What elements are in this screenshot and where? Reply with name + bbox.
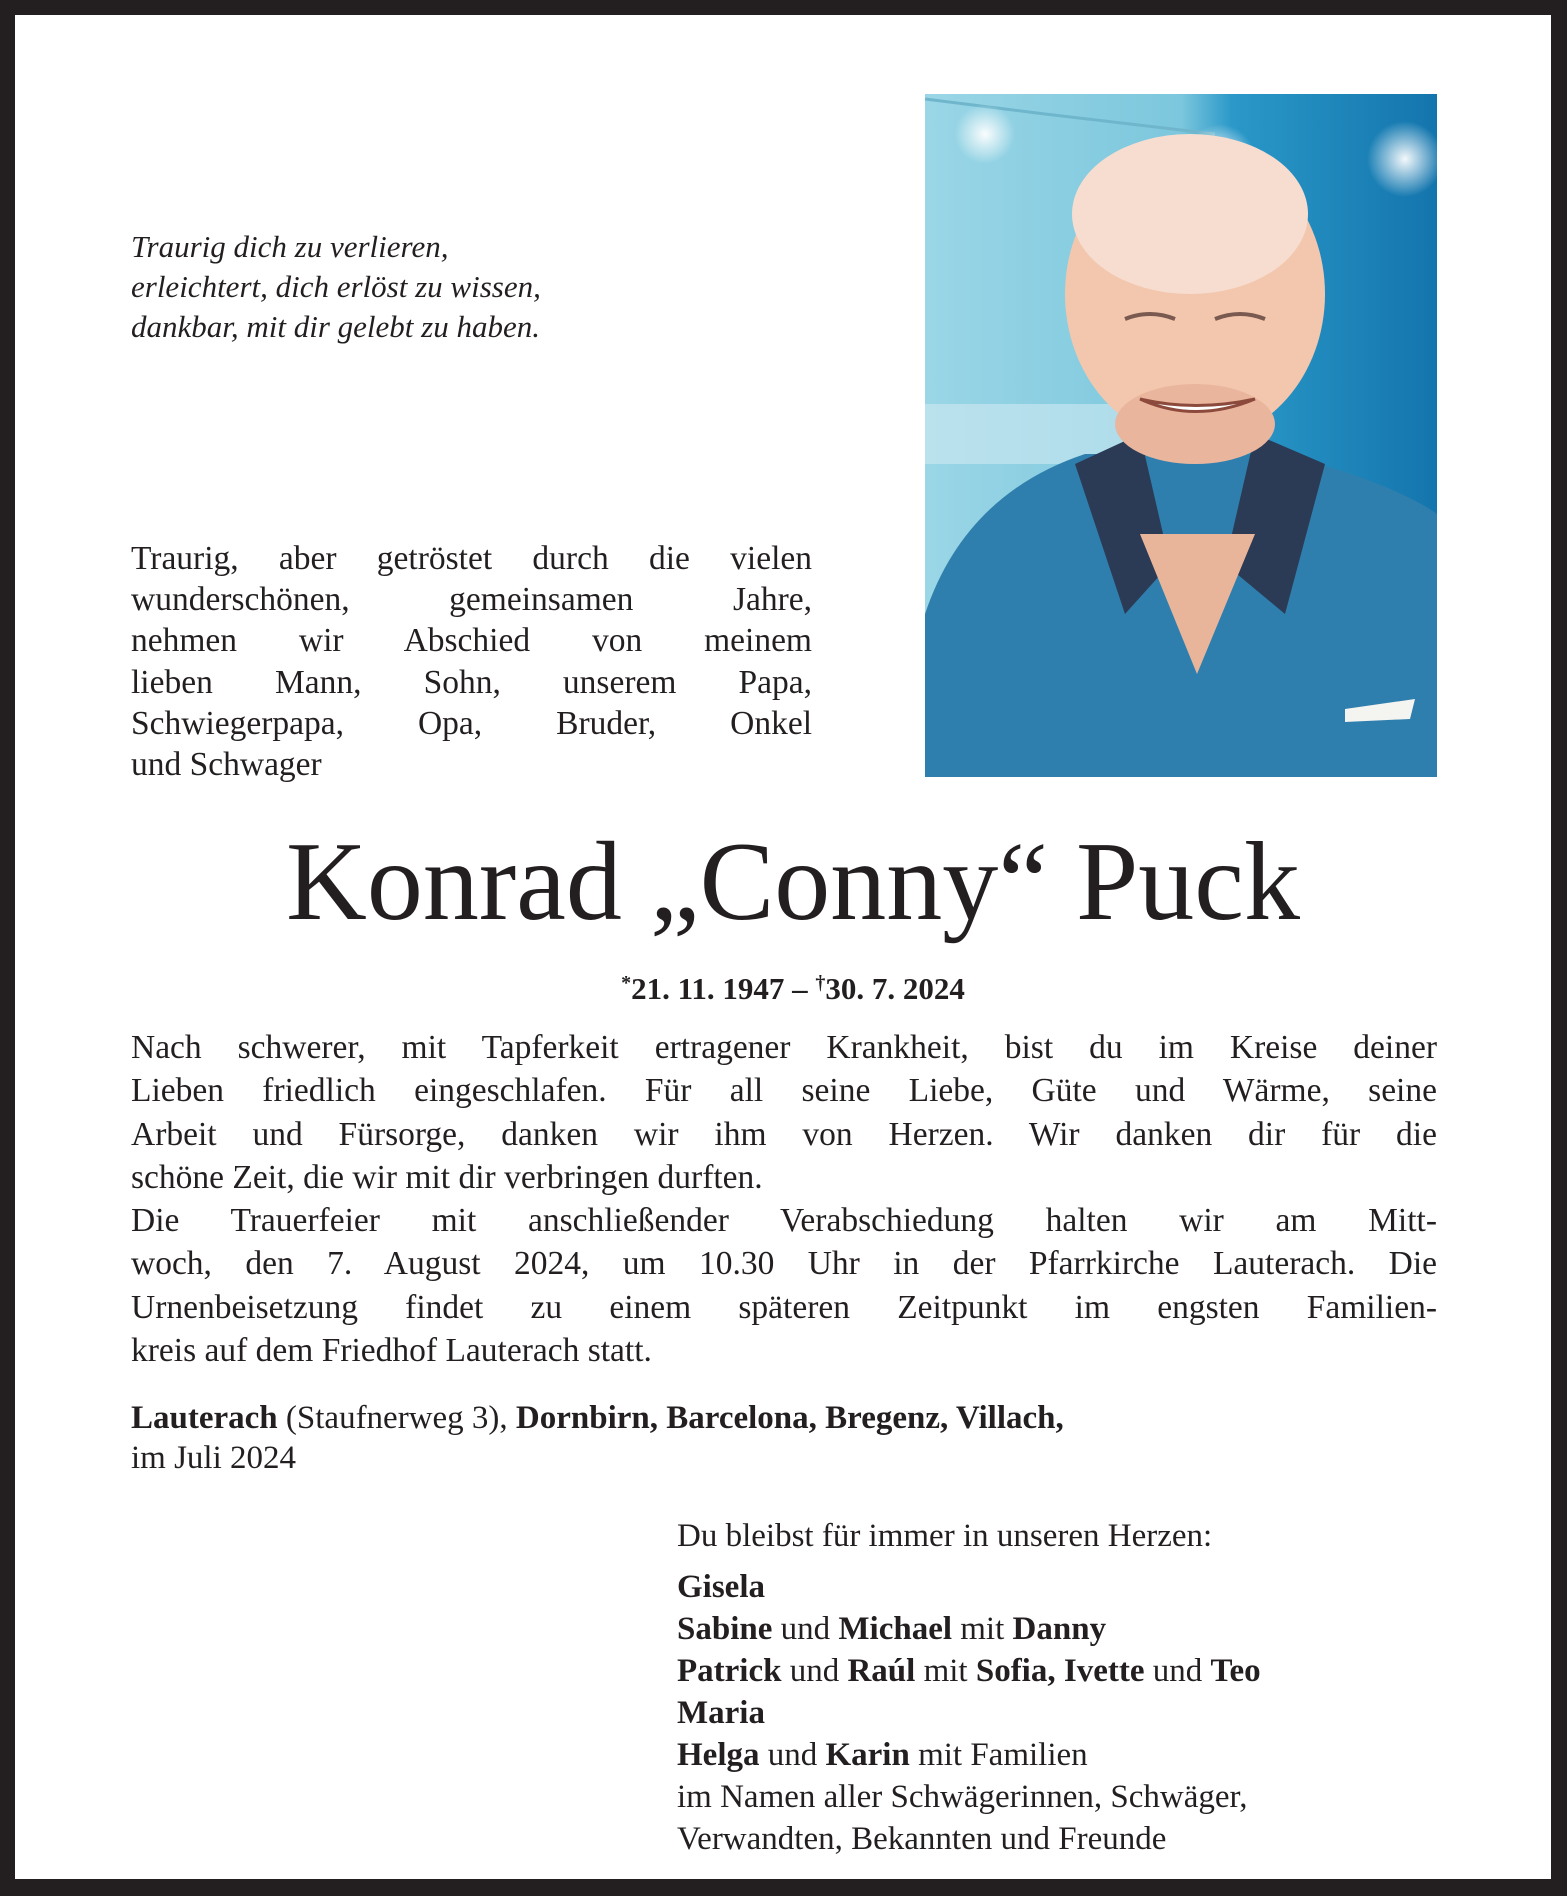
mourner-name: Karin (825, 1737, 910, 1773)
death-cross-icon: † (815, 972, 826, 994)
mourner-name: Patrick (677, 1653, 782, 1689)
deceased-name: Konrad „Conny“ Puck (285, 820, 1300, 944)
connector-text: im Namen aller Schwägerinnen, Schwäger, (677, 1779, 1248, 1815)
places-and-date (131, 1398, 1064, 1478)
intro-line: Schwiegerpapa, Opa, Bruder, Onkel (131, 704, 812, 742)
body-line: Urnenbeisetzung findet zu einem späteren Zeitpunkt im engsten Familien- (131, 1288, 1437, 1326)
obituary-page (15, 15, 1551, 1879)
birth-date: 21. 11. 1947 (631, 971, 785, 1006)
connector-text: mit (915, 1653, 976, 1689)
memorial-poem (131, 227, 541, 347)
family-line (677, 1692, 1261, 1734)
connector-text: Verwandten, Bekannten und Freunde (677, 1821, 1167, 1857)
mourner-name: Sabine (677, 1611, 773, 1647)
poem-line: erleichtert, dich erlöst zu wissen, (131, 269, 541, 304)
family-line (677, 1734, 1261, 1776)
death-date: 30. 7. 2024 (825, 971, 965, 1006)
intro-line: wunderschönen, gemeinsamen Jahre, (131, 581, 812, 619)
mourners-block (677, 1515, 1261, 1860)
body-line: Nach schwerer, mit Tapferkeit ertragener Krankheit, bist du im Kreise deiner (131, 1029, 1437, 1066)
mourner-name: Gisela (677, 1569, 765, 1605)
mourner-name: Michael (838, 1611, 953, 1647)
connector-text: und (781, 1653, 848, 1689)
mourner-name: Teo (1210, 1653, 1261, 1689)
intro-line: lieben Mann, Sohn, unserem Papa, (131, 663, 812, 701)
family-line (677, 1776, 1261, 1818)
connector-text: und (759, 1737, 826, 1773)
intro-line: Traurig, aber getröstet durch die vielen (131, 540, 812, 577)
connector-text: mit Familien (909, 1737, 1088, 1773)
place-lauterach: Lauterach (131, 1400, 278, 1436)
closing-intro: Du bleibst für immer in unseren Herzen: (677, 1518, 1213, 1554)
portrait-photo (925, 94, 1437, 777)
family-line (677, 1650, 1261, 1692)
connector-text: mit (952, 1611, 1013, 1647)
intro-paragraph (131, 538, 812, 785)
body-line: Die Trauerfeier mit anschließender Verabschiedung halten wir am Mitt- (131, 1202, 1437, 1240)
mourner-name: Maria (677, 1695, 765, 1731)
body-line: schöne Zeit, die wir mit dir verbringen durften. (131, 1158, 763, 1196)
body-line: woch, den 7. August 2024, um 10.30 Uhr in der Pfarrkirche Lauterach. Die (131, 1245, 1437, 1283)
intro-line: nehmen wir Abschied von meinem (131, 622, 812, 660)
address: (Staufnerweg 3), (277, 1400, 516, 1436)
connector-text: und (1144, 1653, 1211, 1689)
body-line: kreis auf dem Friedhof Lauterach statt. (131, 1332, 652, 1370)
mourner-name: Danny (1012, 1611, 1107, 1647)
body-line: Arbeit und Fürsorge, danken wir ihm von Herzen. Wir danken dir für die (131, 1115, 1437, 1153)
family-line (677, 1818, 1261, 1860)
poem-line: Traurig dich zu verlieren, (131, 229, 449, 264)
family-line (677, 1608, 1261, 1650)
date-separator: – (784, 971, 816, 1006)
mourner-name: Raúl (847, 1653, 916, 1689)
poem-line: dankbar, mit dir gelebt zu haben. (131, 309, 540, 344)
mourner-name: Sofia, Ivette (975, 1653, 1145, 1689)
intro-line: und Schwager (131, 746, 322, 784)
portrait-image-icon (925, 94, 1437, 777)
family-list (677, 1566, 1261, 1860)
life-dates (15, 965, 1551, 1007)
body-line: Lieben friedlich eingeschlafen. Für all seine Liebe, Güte und Wärme, seine (131, 1072, 1437, 1110)
other-places: Dornbirn, Barcelona, Bregenz, Villach, (515, 1400, 1064, 1436)
connector-text: und (772, 1611, 839, 1647)
birth-star-icon: * (621, 972, 632, 994)
mourner-name: Helga (677, 1737, 760, 1773)
family-line (677, 1566, 1261, 1608)
date-line: im Juli 2024 (131, 1440, 297, 1476)
announcement-text (131, 1026, 1437, 1372)
